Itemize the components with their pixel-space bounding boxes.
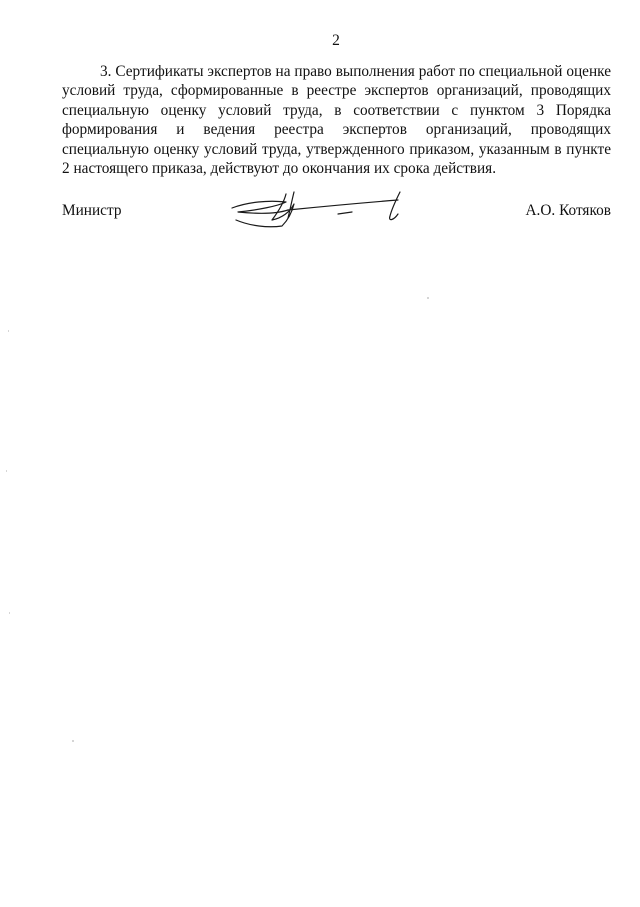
- scan-speck: [427, 297, 429, 299]
- scan-speck: [9, 612, 10, 614]
- signatory-title: Министр: [62, 202, 122, 219]
- signature-block: [62, 196, 611, 236]
- page-number: 2: [332, 32, 340, 49]
- handwritten-signature-icon: [228, 188, 418, 234]
- clause-paragraph: 3. Сертификаты экспертов на право выполнения работ по специальной оценке условий труда, сформированные в реестре экспертов организаций, проводящих специальную оценку условий труда, в соответствии с пунктом 3 Порядка формирования и ведения реестра экспертов организаций, проводящих специальную оценку условий труда, утвержденного приказом, указанным в пункте 2 настоящего приказа, действуют до окончания их срока действия.: [62, 63, 611, 178]
- signatory-name: А.О. Котяков: [525, 202, 611, 219]
- scan-speck: [72, 740, 74, 742]
- scan-speck: [8, 330, 9, 332]
- scan-speck: [6, 470, 7, 472]
